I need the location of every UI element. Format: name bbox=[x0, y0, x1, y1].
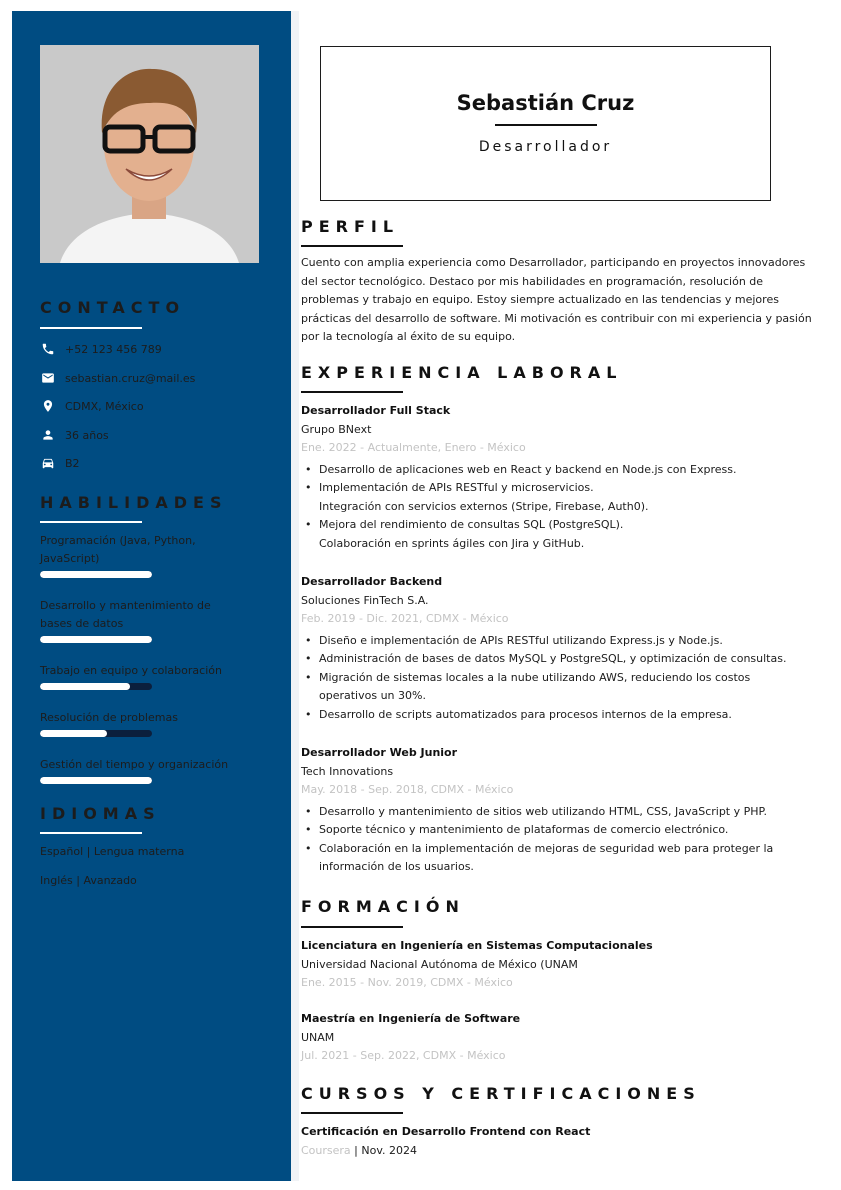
education-heading: FORMACIÓN bbox=[301, 897, 465, 916]
degree-title: Licenciatura en Ingeniería en Sistemas Computacionales bbox=[301, 939, 653, 952]
job-title: Desarrollador Backend bbox=[301, 575, 443, 588]
job-date: Ene. 2022 - Actualmente, Enero - México bbox=[301, 441, 526, 454]
contact-age-text: 36 años bbox=[65, 428, 109, 442]
skill-item bbox=[40, 709, 230, 737]
job-company: Soluciones FinTech S.A. bbox=[301, 593, 429, 607]
language-english: Inglés | Avanzado bbox=[40, 874, 137, 887]
skill-item bbox=[40, 662, 230, 690]
degree-title: Maestría en Ingeniería de Software bbox=[301, 1012, 521, 1025]
course-title: Certificación en Desarrollo Frontend con React bbox=[301, 1125, 591, 1138]
job-bullet: • Administración de bases de datos MySQL y PostgreSQL, y optimización de consultas. bbox=[301, 650, 811, 669]
skill-label: Trabajo en equipo y colaboración bbox=[40, 664, 222, 677]
phone-icon bbox=[40, 341, 56, 357]
experience-rule bbox=[301, 391, 403, 393]
contact-age bbox=[40, 425, 109, 445]
person-role: Desarrollador bbox=[478, 139, 613, 155]
profile-photo bbox=[40, 45, 259, 263]
skill-item bbox=[40, 532, 230, 578]
profile-heading: PERFIL bbox=[301, 217, 400, 236]
skill-bar bbox=[40, 730, 152, 737]
experience-entry bbox=[301, 573, 811, 724]
job-bullets bbox=[301, 461, 811, 554]
education-entry bbox=[301, 1010, 811, 1066]
course-provider: Coursera bbox=[301, 1143, 351, 1157]
person-icon bbox=[40, 427, 56, 443]
skill-bar bbox=[40, 683, 152, 690]
job-bullet: • Desarrollo de aplicaciones web en React y backend en Node.js con Express. bbox=[301, 461, 811, 480]
experience-entry bbox=[301, 744, 811, 877]
contact-phone-text: +52 123 456 789 bbox=[65, 342, 162, 356]
skill-label: Gestión del tiempo y organización bbox=[40, 758, 229, 771]
languages-rule bbox=[40, 832, 142, 834]
language-spanish: Español | Lengua materna bbox=[40, 845, 185, 858]
profile-rule bbox=[301, 245, 403, 247]
degree-institution: UNAM bbox=[301, 1030, 335, 1044]
contact-heading: CONTACTO bbox=[40, 298, 186, 317]
job-bullet: • Diseño e implementación de APIs RESTful utilizando Express.js y Node.js. bbox=[301, 632, 811, 651]
contact-location-text: CDMX, México bbox=[65, 399, 144, 413]
job-date: Feb. 2019 - Dic. 2021, CDMX - México bbox=[301, 612, 509, 625]
degree-date: Jul. 2021 - Sep. 2022, CDMX - México bbox=[301, 1049, 506, 1062]
course-entry bbox=[301, 1123, 811, 1160]
location-icon bbox=[40, 398, 56, 414]
skill-item bbox=[40, 597, 230, 643]
skill-bar bbox=[40, 777, 152, 784]
job-bullet: • Desarrollo y mantenimiento de sitios web utilizando HTML, CSS, JavaScript y PHP. bbox=[301, 803, 811, 822]
skill-bar bbox=[40, 636, 152, 643]
contact-license bbox=[40, 453, 80, 473]
education-rule bbox=[301, 926, 403, 928]
job-date: May. 2018 - Sep. 2018, CDMX - México bbox=[301, 783, 514, 796]
job-bullet: • Implementación de APIs RESTful y microservicios. Integración con servicios externos (Stripe, Firebase, Auth0). bbox=[301, 479, 811, 516]
skill-label: Desarrollo y mantenimiento de bases de datos bbox=[40, 599, 211, 630]
profile-text: Cuento con amplia experiencia como Desarrollador, participando en proyectos innovadores del sector tecnológico. Destaco por mis habilidades en programación, resolución de problemas y trabajo en equipo. Estoy siempre actualizado en las tendencias y mejores prácticas del desarrollo de software. Mi motivación es contribuir con mi experiencia y pasión por la tecnología al éxito de su equipo. bbox=[301, 256, 812, 343]
skill-fill bbox=[40, 683, 130, 690]
job-bullet: • Desarrollo de scripts automatizados para procesos internos de la empresa. bbox=[301, 706, 811, 725]
experience-entry bbox=[301, 402, 811, 553]
job-bullets bbox=[301, 632, 811, 725]
job-title: Desarrollador Web Junior bbox=[301, 746, 458, 759]
contact-license-text: B2 bbox=[65, 456, 80, 470]
languages-heading: IDIOMAS bbox=[40, 804, 161, 823]
skill-fill bbox=[40, 777, 152, 784]
job-company: Tech Innovations bbox=[301, 764, 394, 778]
courses-rule bbox=[301, 1112, 403, 1114]
courses-heading: CURSOS Y CERTIFICACIONES bbox=[301, 1084, 701, 1103]
email-icon bbox=[40, 370, 56, 386]
job-title: Desarrollador Full Stack bbox=[301, 404, 451, 417]
degree-institution: Universidad Nacional Autónoma de México (UNAM bbox=[301, 957, 578, 971]
job-bullet: • Colaboración en la implementación de mejoras de seguridad web para proteger la información de los usuarios. bbox=[301, 840, 811, 877]
portrait-image bbox=[40, 45, 259, 263]
job-bullet: • Migración de sistemas locales a la nube utilizando AWS, reduciendo los costos operativos un 30%. bbox=[301, 669, 811, 706]
car-icon bbox=[40, 455, 56, 471]
name-box bbox=[320, 46, 771, 201]
education-entry bbox=[301, 937, 811, 993]
job-company: Grupo BNext bbox=[301, 422, 372, 436]
skill-fill bbox=[40, 636, 152, 643]
job-bullet: • Mejora del rendimiento de consultas SQL (PostgreSQL). Colaboración en sprints ágiles con Jira y GitHub. bbox=[301, 516, 811, 553]
contact-email bbox=[40, 368, 195, 388]
name-rule bbox=[495, 124, 597, 126]
experience-heading: EXPERIENCIA LABORAL bbox=[301, 363, 623, 382]
job-bullet: • Soporte técnico y mantenimiento de plataformas de comercio electrónico. bbox=[301, 821, 811, 840]
skill-bar bbox=[40, 571, 152, 578]
contact-email-text: sebastian.cruz@mail.es bbox=[65, 371, 196, 385]
course-meta bbox=[301, 1142, 811, 1161]
contact-phone bbox=[40, 339, 162, 359]
skill-fill bbox=[40, 730, 107, 737]
skills-rule bbox=[40, 521, 142, 523]
contact-rule bbox=[40, 327, 142, 329]
skills-heading: HABILIDADES bbox=[40, 493, 228, 512]
degree-date: Ene. 2015 - Nov. 2019, CDMX - México bbox=[301, 976, 513, 989]
course-date: Nov. 2024 bbox=[361, 1143, 417, 1157]
contact-location bbox=[40, 396, 144, 416]
skill-label: Programación (Java, Python, JavaScript) bbox=[40, 534, 196, 565]
skill-fill bbox=[40, 571, 152, 578]
course-separator: | bbox=[350, 1143, 362, 1157]
skill-label: Resolución de problemas bbox=[40, 711, 178, 724]
job-bullets bbox=[301, 803, 811, 877]
sidebar-edge bbox=[291, 11, 299, 1181]
skill-item bbox=[40, 756, 230, 784]
person-name: Sebastián Cruz bbox=[456, 91, 635, 115]
